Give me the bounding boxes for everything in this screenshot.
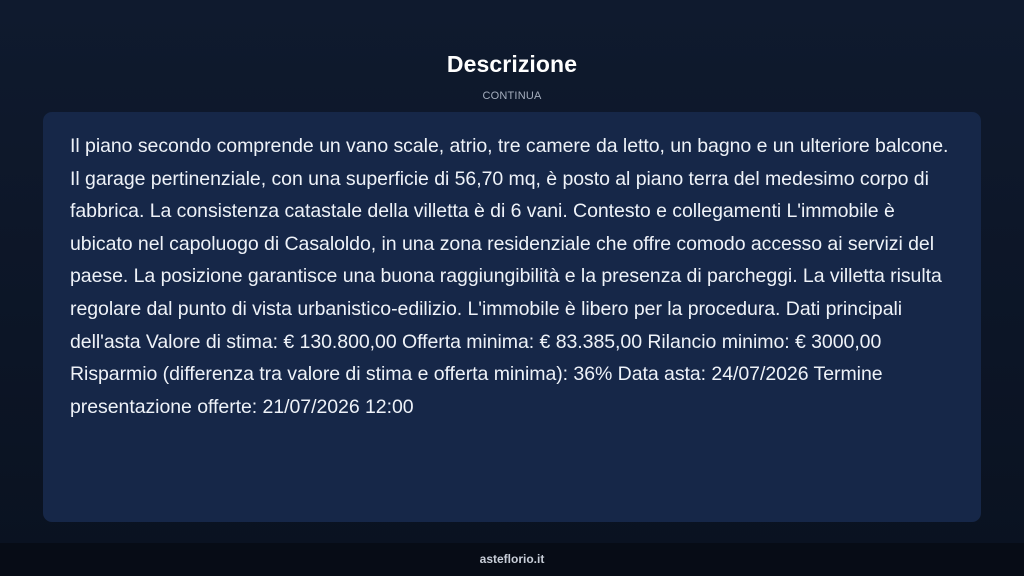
- description-text: Il piano secondo comprende un vano scale, atrio, tre camere da letto, un bagno e un ulteriore balcone. Il garage pertinenziale, con una superficie di 56,70 mq, è posto al piano terra del medesimo corpo di fabbrica. La consistenza catastale della villetta è di 6 vani. Contesto e collegamenti L'immobile è ubicato nel capoluogo di Casaloldo, in una zona residenziale che offre comodo accesso ai servizi del paese. La posizione garantisce una buona raggiungibilità e la presenza di parcheggi. La villetta risulta regolare dal punto di vista urbanistico-edilizio. L'immobile è libero per la procedura. Dati principali dell'asta Valore di stima: € 130.800,00 Offerta minima: € 83.385,00 Rilancio minimo: € 3000,00 Risparmio (differenza tra valore di stima e offerta minima): 36% Data asta: 24/07/2026 Termine presentazione offerte: 21/07/2026 12:00: [70, 135, 949, 418]
- description-card: [43, 112, 981, 522]
- page-title: Descrizione: [446, 51, 578, 77]
- continue-label: CONTINUA: [482, 90, 542, 102]
- site-name: asteflorio.it: [479, 552, 545, 566]
